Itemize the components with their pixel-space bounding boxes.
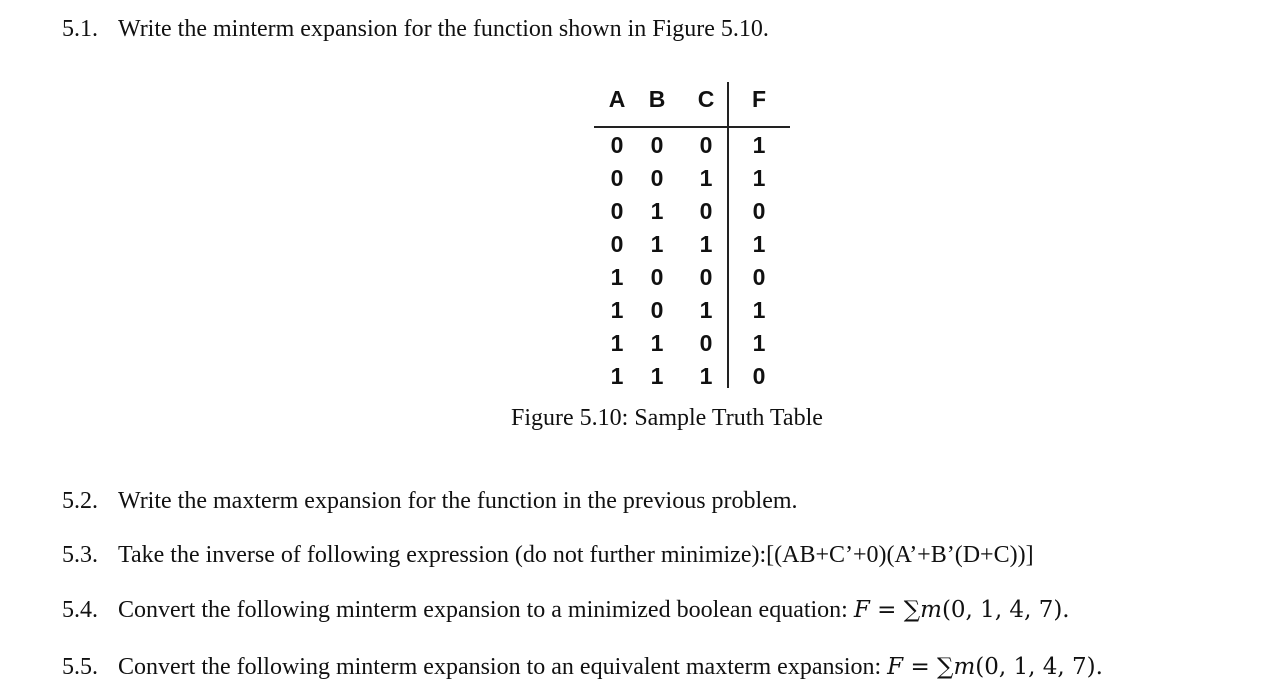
formula-lhs: F [887,654,904,680]
table-cell: 0 [610,132,624,158]
sum-symbol: ∑ [903,597,921,623]
truth-table [594,82,794,392]
problem-text: Write the maxterm expansion for the function in the previous problem. [118,488,798,514]
problem-number: 5.1. [62,16,98,42]
formula-args: (0, 1, 4, 7). [941,597,1070,623]
problem-5-5 [62,652,1103,682]
problem-text: Convert the following minterm expansion to an equivalent maxterm expansion: [118,654,882,680]
table-cell: 1 [699,363,713,389]
formula-equals: = [910,654,930,680]
table-cell: 0 [610,165,624,191]
table-cell: 0 [650,165,664,191]
table-cell: 0 [650,132,664,158]
problem-text: Write the minterm expansion for the function shown in Figure 5.10. [118,16,769,42]
table-cell: 1 [610,330,624,356]
table-cell: 1 [610,297,624,323]
minterm-formula [887,654,1103,680]
formula-m: m [953,654,976,680]
table-cell: 0 [610,231,624,257]
problem-number: 5.5. [62,654,98,680]
table-cell: 1 [650,231,664,257]
table-cell: 1 [650,363,664,389]
table-cell: 0 [752,198,766,224]
problem-5-2 [62,486,798,516]
problem-5-3 [62,540,1034,570]
formula-equals: = [877,597,897,623]
table-cell: 1 [752,231,766,257]
table-cell: 1 [650,198,664,224]
header-b: B [648,86,666,112]
table-cell: 1 [752,165,766,191]
formula-args: (0, 1, 4, 7). [975,654,1103,680]
problem-5-4 [62,595,1070,625]
table-cell: 0 [699,132,713,158]
header-a: A [608,86,626,112]
header-f: F [751,86,767,112]
table-cell: 0 [699,330,713,356]
table-cell: 0 [699,198,713,224]
table-cell: 0 [752,363,766,389]
minterm-formula [854,597,1070,623]
table-cell: 1 [650,330,664,356]
table-cell: 1 [699,297,713,323]
header-c: C [697,86,715,112]
table-cell: 1 [610,264,624,290]
table-cell: 0 [752,264,766,290]
problem-number: 5.3. [62,542,98,568]
table-cell: 1 [699,165,713,191]
table-cell: 0 [699,264,713,290]
problem-5-1 [62,14,769,44]
table-cell: 0 [650,297,664,323]
problem-text: Convert the following minterm expansion to a minimized boolean equation: [118,597,848,623]
table-cell: 0 [610,198,624,224]
formula-lhs: F [853,597,870,623]
sum-symbol: ∑ [937,654,954,680]
table-divider-horizontal [594,126,790,128]
table-cell: 1 [699,231,713,257]
table-cell: 1 [752,132,766,158]
problem-number: 5.2. [62,488,98,514]
formula-m: m [920,597,942,623]
table-cell: 1 [752,297,766,323]
table-cell: 1 [752,330,766,356]
problem-number: 5.4. [62,597,98,623]
table-cell: 0 [650,264,664,290]
table-cell: 1 [610,363,624,389]
figure-caption: Figure 5.10: Sample Truth Table [511,405,823,431]
problem-text: Take the inverse of following expression (do not further minimize):[(AB+C’+0)(A’+B’(D+C))] [118,542,1034,568]
